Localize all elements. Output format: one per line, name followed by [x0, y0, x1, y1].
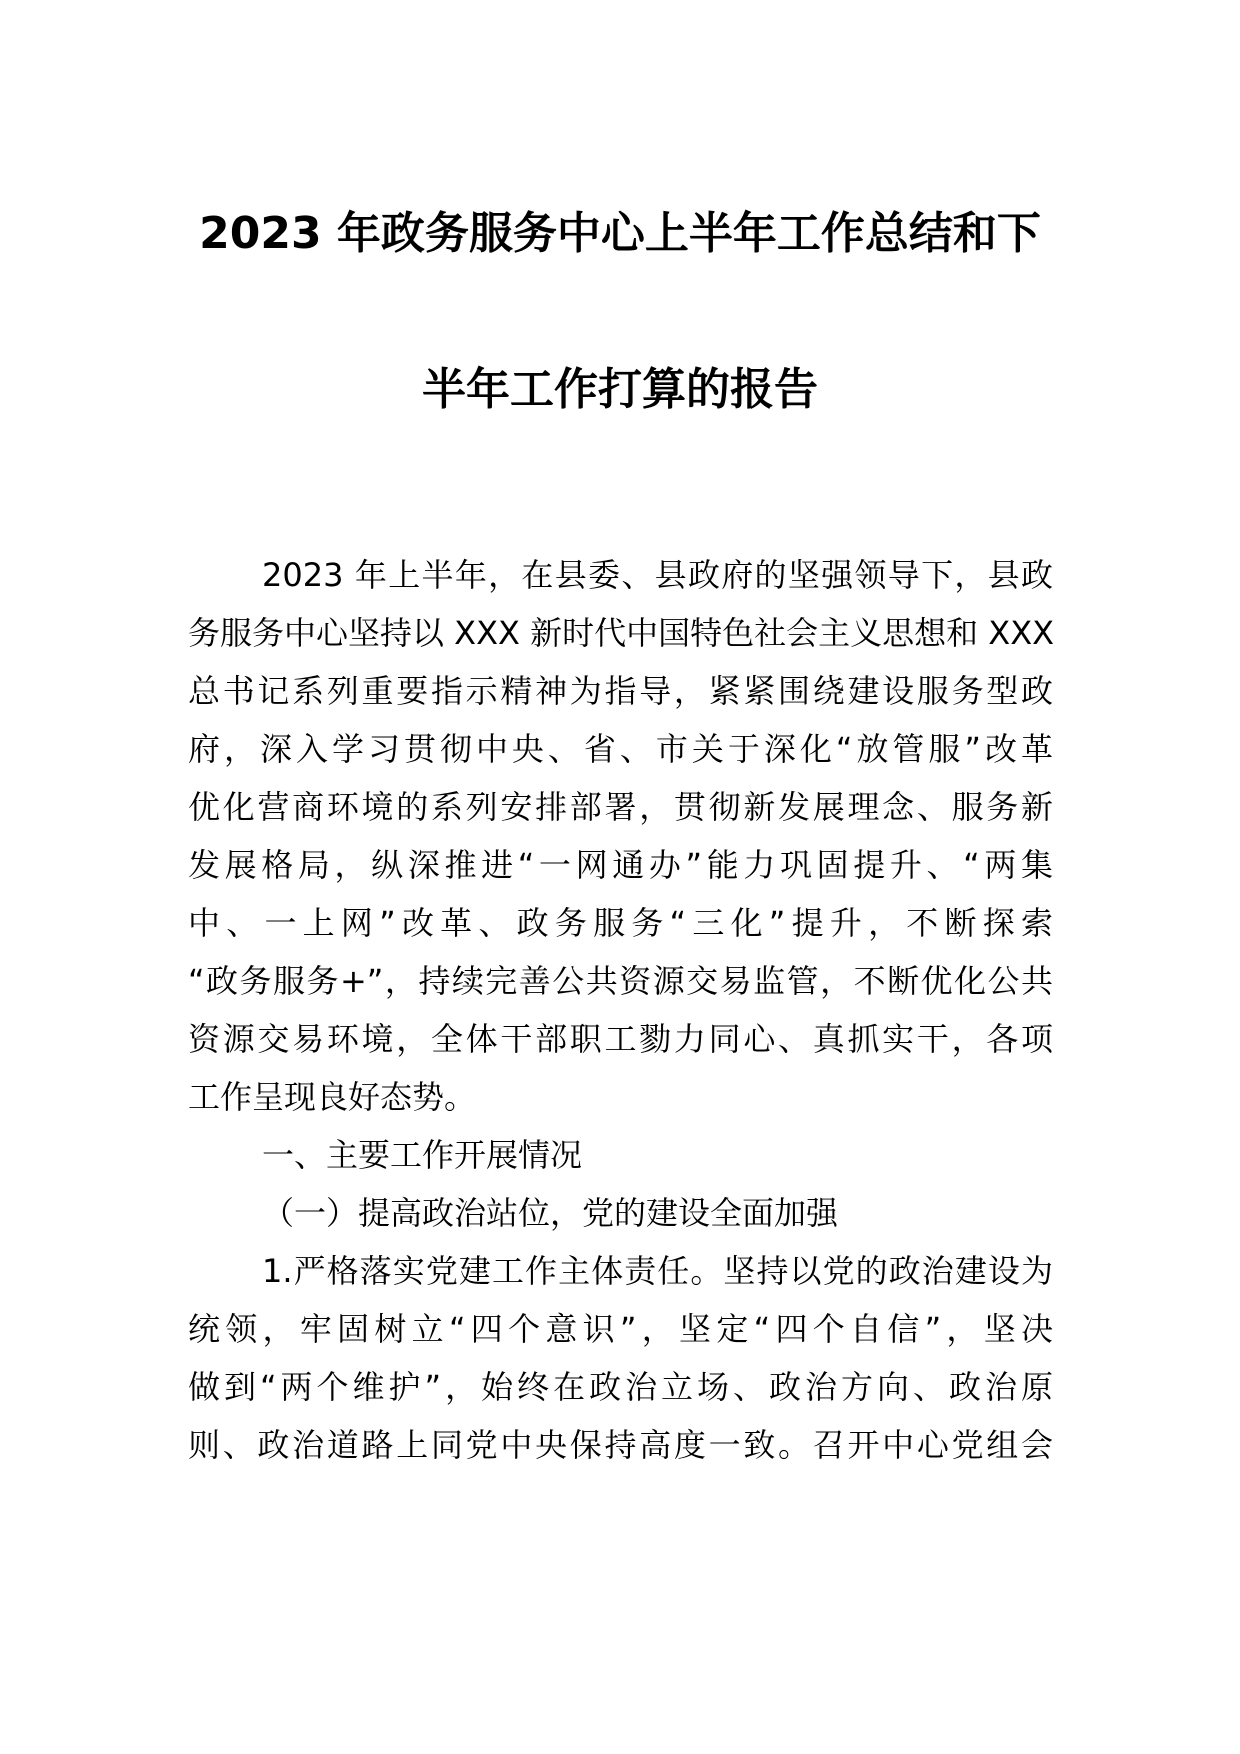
body-line-6: 发展格局，纵深推进“一网通办”能力巩固提升、“两集 [188, 846, 1053, 884]
subsection-heading-1: （一）提高政治站位，党的建设全面加强 [262, 1194, 839, 1232]
section-heading-1: 一、主要工作开展情况 [262, 1136, 583, 1174]
body-line-10: 工作呈现良好态势。 [188, 1078, 477, 1116]
body-line-3: 总书记系列重要指示精神为指导，紧紧围绕建设服务型政 [188, 672, 1053, 710]
body-line-7: 中、一上网”改革、政务服务“三化”提升，不断探索 [188, 904, 1053, 942]
body-line-1: 2023 年上半年，在县委、县政府的坚强领导下，县政 [262, 556, 1053, 594]
document-title-line-2: 半年工作打算的报告 [422, 364, 818, 415]
body-line-5: 优化营商环境的系列安排部署，贯彻新发展理念、服务新 [188, 788, 1053, 826]
body-line-13: 1.严格落实党建工作主体责任。坚持以党的政治建设为 [262, 1252, 1053, 1290]
body-line-4: 府，深入学习贯彻中央、省、市关于深化“放管服”改革 [188, 730, 1053, 768]
body-line-9: 资源交易环境，全体干部职工勠力同心、真抓实干，各项 [188, 1020, 1053, 1058]
document-title-line-1: 2023 年政务服务中心上半年工作总结和下 [199, 208, 1041, 259]
body-line-2: 务服务中心坚持以 XXX 新时代中国特色社会主义思想和 XXX [188, 614, 1055, 652]
body-line-16: 则、政治道路上同党中央保持高度一致。召开中心党组会 [188, 1426, 1053, 1464]
body-line-8: “政务服务+”，持续完善公共资源交易监管，不断优化公共 [188, 962, 1053, 1000]
body-line-14: 统领，牢固树立“四个意识”，坚定“四个自信”，坚决 [188, 1310, 1053, 1348]
body-line-15: 做到“两个维护”，始终在政治立场、政治方向、政治原 [188, 1368, 1053, 1406]
